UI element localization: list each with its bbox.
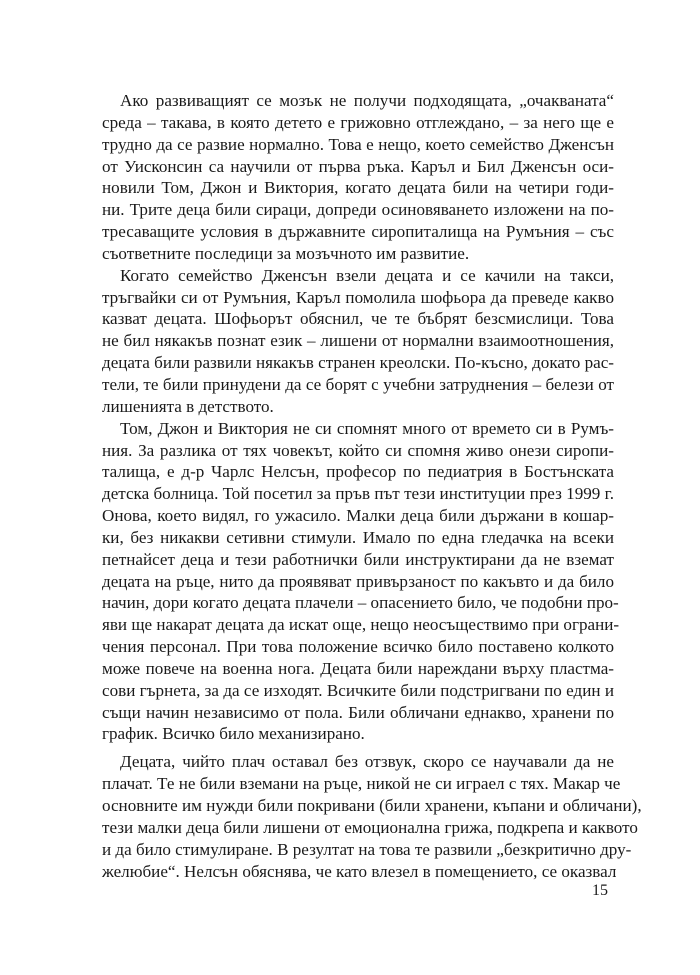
paragraph-2 [102, 265, 614, 418]
text-line: ки, без никакви сетивни стимули. Имало по една гледачка на всеки [102, 527, 614, 547]
text-line: казват децата. Шофьорът обяснил, че те бъбрят безсмислици. Това [102, 309, 614, 329]
text-line: трудно да се развие нормално. Това е нещо, което семейство Дженсън [102, 134, 614, 154]
text-line: петнайсет деца и тези работнички били инструктирани да не вземат [102, 549, 614, 569]
text-line: детска болница. Той посетил за пръв път тези институции през 1999 г. [102, 484, 614, 504]
text-line: децата на ръце, нито да проявяват привързаност по какъвто и да било [102, 571, 614, 591]
text-line: Ако развиващият се мозък не получи подходящата, „очакваната“ [120, 91, 614, 110]
text-line: от Уисконсин са научили от първа ръка. Каръл и Бил Дженсън оси- [102, 156, 614, 176]
text-line: ния. За разлика от тях човекът, който си спомня живо онези сиропи- [102, 440, 614, 460]
body-text [102, 90, 642, 882]
text-line: тели, те били принудени да се борят с учебни затруднения – белези от [102, 374, 614, 394]
text-line: съответните последици за мозъчното им развитие. [102, 243, 470, 263]
text-line: тези малки деца били лишени от емоционална грижа, подкрепа и каквото [102, 817, 638, 837]
text-line: плачат. Те не били вземани на ръце, никой не си играел с тях. Макар че [102, 774, 621, 794]
paragraph-1 [102, 90, 614, 265]
text-line: желюбие“. Нелсън обяснява, че като влезел в помещението, се оказвал [102, 861, 617, 881]
text-line: не бил някакъв познат език – лишени от нормални взаимоотношения, [102, 331, 614, 351]
text-line: яви ще накарат децата да искат още, нещо неосъществимо при ограни- [102, 615, 620, 635]
text-line: лишенията в детството. [102, 396, 274, 416]
text-line: може повече на военна нога. Децата били нареждани върху пластма- [102, 658, 614, 678]
text-line: Онова, което видял, го ужасило. Малки деца били държани в кошар- [102, 506, 614, 526]
text-line: Децата, чийто плач оставал без отзвук, скоро се научавали да не [120, 752, 614, 772]
text-line: среда – такава, в която детето е грижовно отглеждано, – за него ще е [102, 112, 614, 132]
text-line: и да било стимулиране. В резултат на това те развили „безкритично дру- [102, 839, 632, 859]
text-line: начин, дори когато децата плачели – опасението било, че подобни про- [102, 593, 619, 613]
text-line: сови гърнета, за да се изходят. Всичките били подстригвани по един и [102, 680, 614, 700]
text-line: новили Том, Джон и Виктория, когато децата били на четири годи- [102, 178, 614, 198]
text-line: основните им нужди били покривани (били хранени, къпани и обличани), [102, 796, 642, 815]
text-line: талища, е д-р Чарлс Нелсън, професор по педиатрия в Бостънската [102, 462, 614, 482]
text-line: ни. Трите деца били сираци, допреди осиновяването изложени на по- [102, 200, 614, 220]
paragraph-3 [102, 418, 620, 746]
text-line: тръгвайки си от Румъния, Каръл помолила шофьора да преведе какво [102, 287, 614, 307]
page-number: 15 [592, 882, 608, 899]
text-line: Когато семейство Дженсън взели децата и се качили на такси, [120, 265, 614, 285]
text-line: чения персонал. При това положение всичко било поставено колкото [102, 637, 614, 657]
text-line: същи начин независимо от пола. Били обличани еднакво, хранени по [102, 702, 614, 722]
text-line: график. Всичко било механизирано. [102, 724, 365, 744]
paragraph-4 [102, 751, 642, 882]
text-line: тресаващите условия в държавните сиропиталища на Румъния – със [102, 222, 614, 242]
text-line: Том, Джон и Виктория не си спомнят много от времето си в Румъ- [120, 418, 614, 438]
text-line: децата били развили някакъв странен креолски. По-късно, докато рас- [102, 353, 615, 373]
